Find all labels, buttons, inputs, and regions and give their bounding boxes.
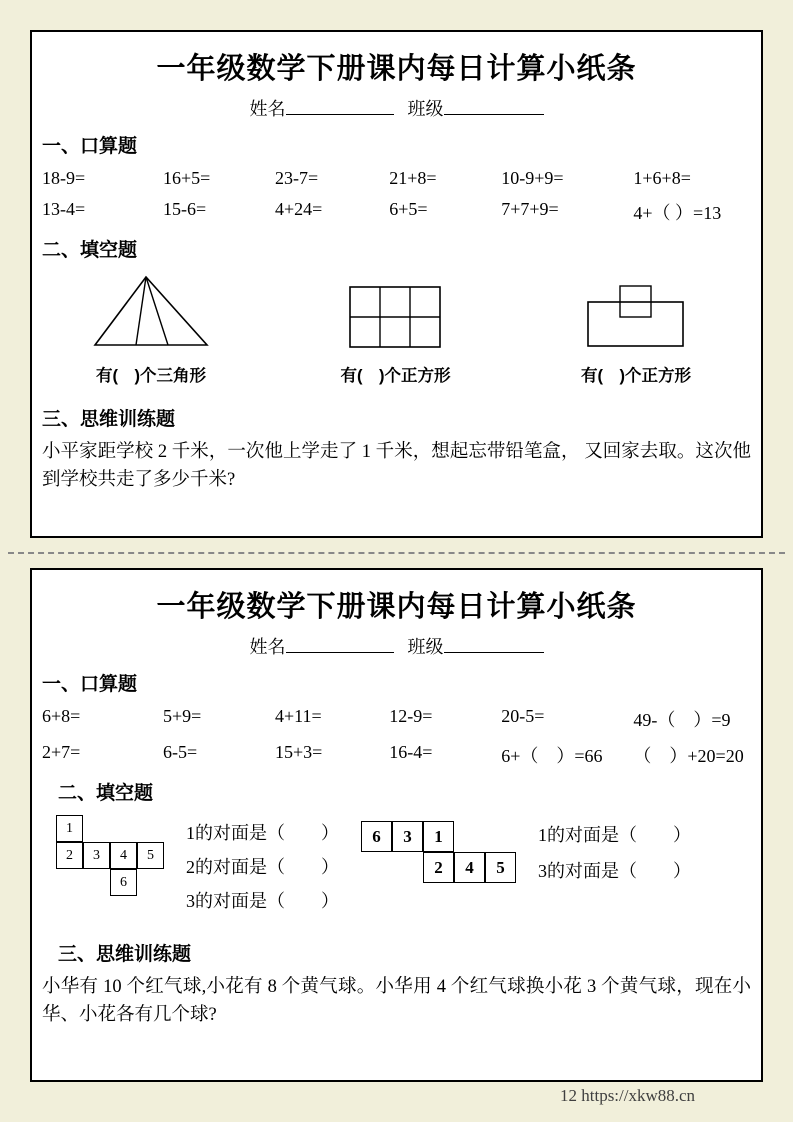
triangle-count-label: 有( )个三角形 <box>96 367 206 385</box>
oral-row <box>42 168 751 189</box>
oral-problem: 23-7= <box>274 168 319 188</box>
opposite-face-question: 1的对面是（ ） <box>538 825 691 845</box>
oral-problem: 4+11= <box>274 706 322 726</box>
overlap-squares-figure-block <box>581 284 691 386</box>
oral-problem: 21+8= <box>389 168 437 188</box>
triangle-figure-block <box>92 274 210 386</box>
oral-problem: 4+（ ）=13 <box>633 203 722 223</box>
net-cell: 2 <box>423 852 454 883</box>
cube-net-figure-1 <box>56 815 164 913</box>
name-class-line <box>42 633 751 659</box>
oral-problem: （ ）+20=20 <box>633 746 744 766</box>
oral-problem: 1+6+8= <box>633 168 691 188</box>
net-cell: 5 <box>137 842 164 869</box>
thinking-section-heading: 三、思维训练题 <box>58 944 192 965</box>
opposite-face-question: 3的对面是（ ） <box>538 861 691 881</box>
worksheet-title: 一年级数学下册课内每日计算小纸条 <box>156 591 637 623</box>
class-blank-line <box>444 637 544 653</box>
oral-problem: 6+（ ）=66 <box>501 746 603 766</box>
cut-dashed-line <box>8 552 785 554</box>
cube-net-section <box>42 815 751 913</box>
net-cell: 1 <box>56 815 83 842</box>
thinking-section-heading: 三、思维训练题 <box>42 409 176 430</box>
grid-squares-figure <box>349 286 442 348</box>
worksheet-1 <box>30 30 763 538</box>
opposite-face-question: 2的对面是（ ） <box>186 857 339 877</box>
thinking-problem-text: 小平家距学校 2 千米，一次他上学走了 1 千米，想起忘带铅笔盒， 又回家去取。这次他到学校共走了多少千米? <box>42 442 751 490</box>
cube-net-figure-2 <box>361 821 516 913</box>
oral-problem: 15-6= <box>162 199 207 219</box>
fill-section-heading: 二、填空题 <box>58 783 154 804</box>
triangle-figure <box>92 274 210 348</box>
oral-problem: 16-4= <box>389 742 433 762</box>
oral-row <box>42 706 751 732</box>
oral-problem: 18-9= <box>42 168 86 188</box>
net-cell: 3 <box>83 842 110 869</box>
net-cell: 1 <box>423 821 454 852</box>
squares-count-label: 有( )个正方形 <box>340 367 451 385</box>
opposite-face-question: 1的对面是（ ） <box>186 823 339 843</box>
oral-row <box>42 199 751 225</box>
name-label: 姓名 <box>249 637 286 657</box>
name-label: 姓名 <box>249 99 286 119</box>
oral-problem: 7+7+9= <box>501 199 559 219</box>
oral-problem: 6+5= <box>389 199 428 219</box>
oral-problem: 49-（ ）=9 <box>633 710 731 730</box>
oral-problem: 5+9= <box>162 706 202 726</box>
name-blank-line <box>286 637 394 653</box>
net-cell: 6 <box>361 821 392 852</box>
opposite-face-questions-1 <box>186 819 339 913</box>
net-cell: 2 <box>56 842 83 869</box>
oral-problem: 4+24= <box>274 199 323 219</box>
net-cell: 4 <box>110 842 137 869</box>
grid-squares-figure-block <box>341 286 451 386</box>
squares-count-label-2: 有( )个正方形 <box>581 367 691 385</box>
oral-section-heading: 一、口算题 <box>42 674 138 695</box>
net-cell: 6 <box>110 869 137 896</box>
oral-row <box>42 742 751 768</box>
opposite-face-question: 3的对面是（ ） <box>186 891 339 911</box>
fill-section-heading: 二、填空题 <box>42 240 138 261</box>
class-label: 班级 <box>407 637 444 657</box>
overlap-squares-figure <box>586 284 686 348</box>
class-blank-line <box>444 99 544 115</box>
opposite-face-questions-2 <box>538 821 691 913</box>
fill-figures-row <box>42 262 751 386</box>
oral-problem: 20-5= <box>501 706 545 726</box>
oral-problem: 16+5= <box>162 168 211 188</box>
oral-problem: 2+7= <box>42 742 81 762</box>
net-cell: 4 <box>454 852 485 883</box>
oral-problem: 12-9= <box>389 706 433 726</box>
worksheet-title: 一年级数学下册课内每日计算小纸条 <box>156 53 637 85</box>
name-blank-line <box>286 99 394 115</box>
name-class-line <box>42 95 751 121</box>
class-label: 班级 <box>407 99 444 119</box>
worksheet-2 <box>30 568 763 1082</box>
oral-section-heading: 一、口算题 <box>42 136 138 157</box>
net-cell: 5 <box>485 852 516 883</box>
net-cell: 3 <box>392 821 423 852</box>
oral-problem: 6-5= <box>162 742 198 762</box>
oral-problem: 6+8= <box>42 706 81 726</box>
oral-problem: 10-9+9= <box>501 168 564 188</box>
page-footer: 12 https://xkw88.cn <box>560 1086 696 1105</box>
oral-problem: 15+3= <box>274 742 323 762</box>
oral-problem: 13-4= <box>42 199 86 219</box>
thinking-problem-text: 小华有 10 个红气球,小花有 8 个黄气球。小华用 4 个红气球换小花 3 个黄气球，现在小华、小花各有几个球? <box>42 977 751 1025</box>
